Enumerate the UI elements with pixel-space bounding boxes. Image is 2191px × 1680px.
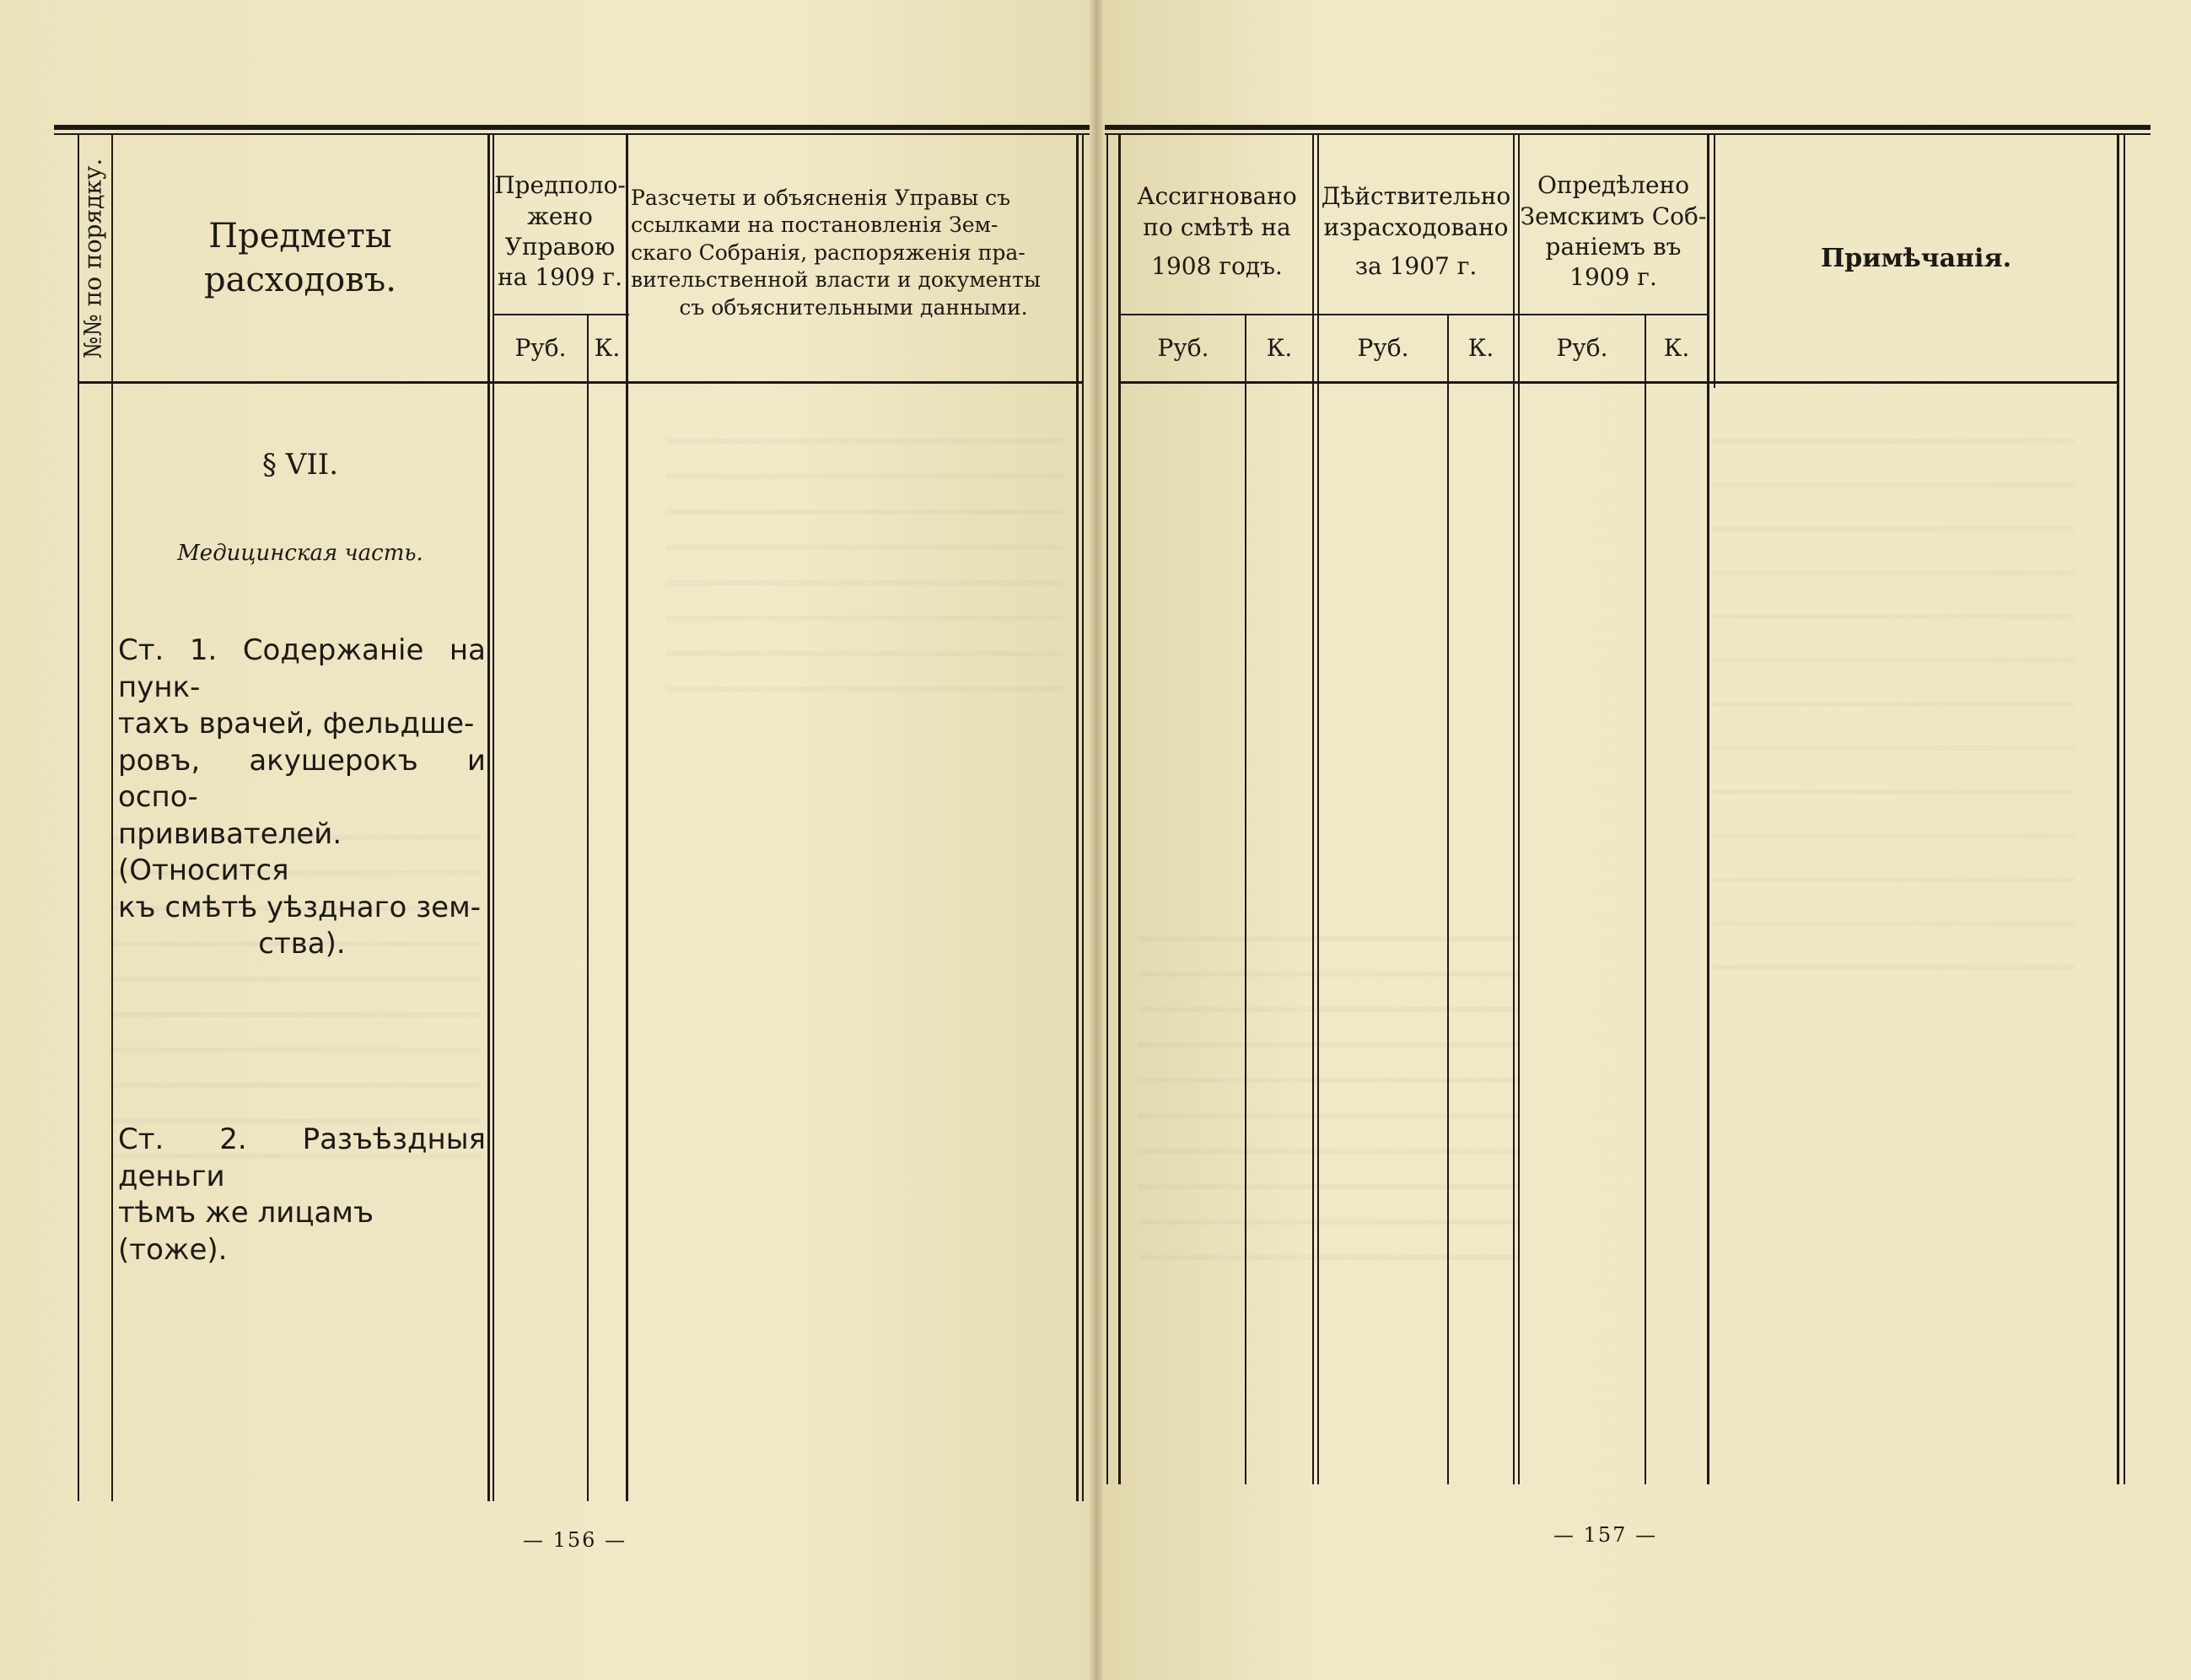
rub-label: Руб. bbox=[1157, 333, 1209, 362]
section-title: Медицинская часть. bbox=[177, 541, 423, 566]
assigned-column-header bbox=[1122, 152, 1312, 312]
column-rule bbox=[1645, 314, 1646, 1484]
rub-label: Руб. bbox=[1556, 333, 1608, 362]
proposed-kop-header bbox=[589, 315, 626, 381]
column-rule bbox=[1447, 314, 1449, 1484]
top-double-rule bbox=[54, 125, 1090, 130]
column-rule bbox=[1106, 135, 1108, 1484]
column-rule bbox=[2124, 135, 2125, 1484]
spent-column-header bbox=[1319, 152, 1513, 312]
proposed-header-line: Управою bbox=[504, 233, 616, 261]
column-rule bbox=[2117, 135, 2119, 1484]
column-rule bbox=[487, 135, 490, 1501]
proposed-rub-header bbox=[494, 315, 587, 381]
assigned-kop-header bbox=[1246, 315, 1312, 381]
proposed-header-line: Предполо- bbox=[494, 171, 626, 200]
proposed-header-line: на 1909 г. bbox=[498, 263, 622, 292]
column-rule bbox=[587, 314, 589, 1501]
subjects-column-header bbox=[113, 135, 487, 381]
spent-header-line: израсходовано bbox=[1323, 213, 1509, 241]
item-2-line: тѣмъ же лицамъ (тоже). bbox=[118, 1196, 374, 1267]
determined-rub-header bbox=[1520, 315, 1645, 381]
explanations-column-header bbox=[631, 169, 1076, 337]
rub-label: Руб. bbox=[1357, 333, 1409, 362]
spent-rub-header bbox=[1319, 315, 1447, 381]
proposed-column-header bbox=[494, 152, 626, 312]
column-rule bbox=[1513, 135, 1515, 1484]
subjects-header-text: Предметы расходовъ. bbox=[204, 217, 396, 299]
kop-label: К. bbox=[594, 333, 621, 362]
section-number: § VII. bbox=[261, 448, 339, 482]
kop-label: К. bbox=[1266, 333, 1293, 362]
column-rule bbox=[1245, 314, 1246, 1484]
explanations-header-line: вительственной власти и документы bbox=[631, 267, 1041, 293]
explanations-header-line: Разсчеты и объясненія Управы съ bbox=[631, 185, 1011, 210]
bleed-through bbox=[1139, 936, 1518, 1273]
column-rule bbox=[626, 135, 628, 1501]
spent-kop-header bbox=[1449, 315, 1513, 381]
determined-column-header bbox=[1520, 152, 1707, 312]
assigned-header-line: Ассигновано bbox=[1137, 182, 1297, 211]
bleed-through bbox=[666, 439, 1063, 692]
book-spine bbox=[1090, 0, 1103, 1680]
column-rule bbox=[1707, 135, 1709, 1484]
column-rule bbox=[1118, 135, 1121, 1484]
bleed-through bbox=[1712, 439, 2075, 978]
number-column-header: №№ по порядку. bbox=[78, 158, 107, 359]
item-1-text bbox=[118, 633, 486, 963]
notes-header-text: Примѣчанія. bbox=[1820, 243, 2012, 273]
rub-label: Руб. bbox=[514, 333, 567, 362]
kop-label: К. bbox=[1467, 333, 1494, 362]
column-rule bbox=[1082, 135, 1084, 1501]
determined-kop-header bbox=[1646, 315, 1707, 381]
item-1-line: Ст. 1. Содержаніе на пунк- bbox=[118, 633, 486, 704]
item-1-line: тахъ врачей, фельдше- bbox=[118, 707, 475, 741]
header-bottom-rule bbox=[1118, 381, 2117, 384]
item-2-text bbox=[118, 1122, 486, 1268]
assigned-rub-header bbox=[1122, 315, 1245, 381]
item-2-line: Ст. 2. Разъѣздныя деньги bbox=[118, 1123, 486, 1193]
top-double-rule bbox=[1105, 125, 2151, 130]
determined-header-line: 1909 г. bbox=[1569, 263, 1657, 292]
notes-column-header bbox=[1715, 135, 2117, 381]
item-1-line: къ смѣтѣ уѣзднаго зем- bbox=[118, 890, 482, 924]
page-number-left: — 156 — bbox=[523, 1528, 627, 1552]
determined-header-line: Опредѣлено bbox=[1537, 171, 1690, 200]
page-number-right: — 157 — bbox=[1553, 1523, 1658, 1547]
proposed-header-line: жено bbox=[527, 202, 593, 230]
column-rule bbox=[1076, 135, 1079, 1501]
spent-header-line: Дѣйствительно bbox=[1321, 182, 1511, 211]
kop-label: К. bbox=[1663, 333, 1690, 362]
spent-header-line: за 1907 г. bbox=[1354, 252, 1478, 281]
item-1-line: ства). bbox=[258, 927, 346, 961]
explanations-header-line: съ объяснительными данными. bbox=[679, 294, 1028, 320]
column-rule bbox=[1312, 135, 1314, 1484]
explanations-header-line: ссылками на постановленія Зем- bbox=[631, 213, 999, 238]
item-1-line: прививателей. (Относится bbox=[118, 816, 342, 888]
header-bottom-rule bbox=[78, 381, 1083, 384]
assigned-header-line: по смѣтѣ на bbox=[1143, 213, 1291, 241]
assigned-header-line: 1908 годъ. bbox=[1151, 252, 1283, 281]
explanations-header-line: скаго Собранія, распоряженія пра- bbox=[631, 240, 1026, 265]
item-1-line: ровъ, акушерокъ и оспо- bbox=[118, 743, 486, 815]
determined-header-line: Земскимъ Соб- bbox=[1520, 202, 1707, 230]
determined-header-line: раніемъ въ bbox=[1545, 233, 1682, 261]
